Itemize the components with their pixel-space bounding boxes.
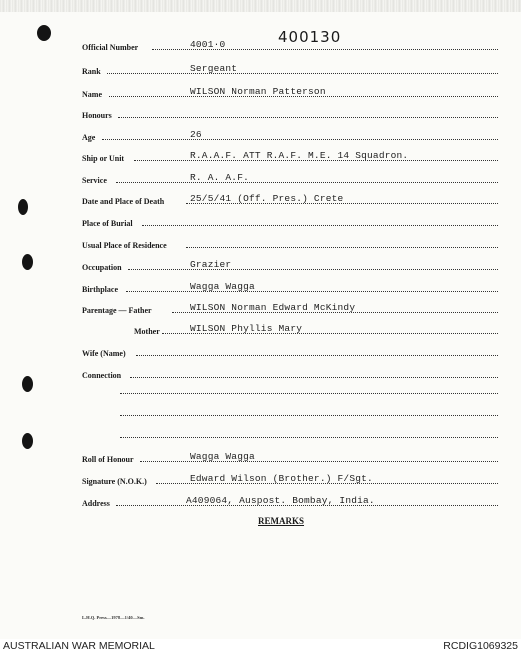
field-label: Ship or Unit	[82, 154, 125, 163]
field-value: WILSON Norman Edward McKindy	[190, 302, 356, 313]
field-value: Sergeant	[190, 63, 238, 74]
field-label: Age	[82, 133, 96, 142]
dotted-line	[116, 181, 498, 183]
field-service	[82, 171, 498, 185]
punch-hole	[22, 433, 33, 449]
field-value: WILSON Phyllis Mary	[190, 323, 303, 334]
field-label: Name	[82, 90, 102, 99]
dotted-line	[186, 246, 498, 248]
field-label: Connection	[82, 371, 122, 380]
field-value: A409064, Auspost. Bombay, India.	[186, 495, 375, 506]
field-label: Signature (N.O.K.)	[82, 477, 147, 486]
field-birthplace	[82, 280, 498, 294]
field-wife	[82, 344, 498, 358]
field-father	[82, 301, 498, 315]
field-label: Parentage — Father	[82, 306, 152, 315]
field-honours	[82, 106, 498, 120]
field-signature-nok	[82, 472, 498, 486]
punch-hole	[22, 376, 33, 392]
field-usual-residence	[82, 236, 498, 250]
punch-hole	[22, 254, 33, 270]
record-id: RCDIG1069325	[443, 640, 518, 652]
field-value: 4001·0	[190, 39, 226, 50]
field-value: 25/5/41 (Off. Pres.) Crete	[190, 193, 344, 204]
dotted-line	[107, 72, 498, 74]
field-label: Official Number	[82, 43, 139, 52]
field-occupation	[82, 258, 498, 272]
field-age	[82, 128, 498, 142]
field-ship-or-unit	[82, 149, 498, 163]
field-label: Usual Place of Residence	[82, 241, 167, 250]
field-mother	[82, 322, 498, 336]
handwritten-number: 400130	[278, 28, 342, 46]
field-rank	[82, 62, 498, 76]
archive-footer	[0, 639, 521, 654]
field-label: Mother	[134, 327, 160, 336]
field-label: Wife (Name)	[82, 349, 126, 358]
field-value: R. A. A.F.	[190, 172, 250, 183]
field-date-place-of-death	[82, 192, 498, 206]
field-value: R.A.A.F. ATT R.A.F. M.E. 14 Squadron.	[190, 150, 409, 161]
field-label: Occupation	[82, 263, 122, 272]
dotted-line	[118, 116, 498, 118]
dotted-line	[142, 224, 498, 226]
field-label: Birthplace	[82, 285, 118, 294]
connection-line	[120, 414, 498, 416]
field-value: WILSON Norman Patterson	[190, 86, 326, 97]
field-value: Wagga Wagga	[190, 281, 255, 292]
archive-name: AUSTRALIAN WAR MEMORIAL	[3, 640, 155, 652]
field-roll-of-honour	[82, 450, 498, 464]
field-label: Honours	[82, 111, 112, 120]
field-label: Rank	[82, 67, 101, 76]
scan-edge	[0, 0, 521, 12]
field-label: Roll of Honour	[82, 455, 134, 464]
punch-hole	[18, 199, 28, 215]
connection-line	[120, 436, 498, 438]
connection-line	[120, 392, 498, 394]
field-place-of-burial	[82, 214, 498, 228]
field-label: Date and Place of Death	[82, 197, 165, 206]
dotted-line	[136, 354, 498, 356]
punch-hole	[37, 25, 51, 41]
field-label: Place of Burial	[82, 219, 133, 228]
field-label: Address	[82, 499, 110, 508]
field-address	[82, 494, 498, 508]
field-name	[82, 85, 498, 99]
remarks-heading: REMARKS	[258, 516, 305, 526]
field-value: Edward Wilson (Brother.) F/Sgt.	[190, 473, 373, 484]
field-label: Service	[82, 176, 107, 185]
dotted-line	[128, 268, 498, 270]
dotted-line	[102, 138, 498, 140]
field-connection	[82, 366, 498, 380]
dotted-line	[130, 376, 498, 378]
field-value: Wagga Wagga	[190, 451, 255, 462]
field-value: 26	[190, 129, 202, 140]
printer-mark: L.H.Q. Press—1978—1/40—Sm.	[82, 615, 145, 620]
dotted-line	[126, 290, 498, 292]
field-official-number	[82, 38, 498, 52]
field-value: Grazier	[190, 259, 232, 270]
